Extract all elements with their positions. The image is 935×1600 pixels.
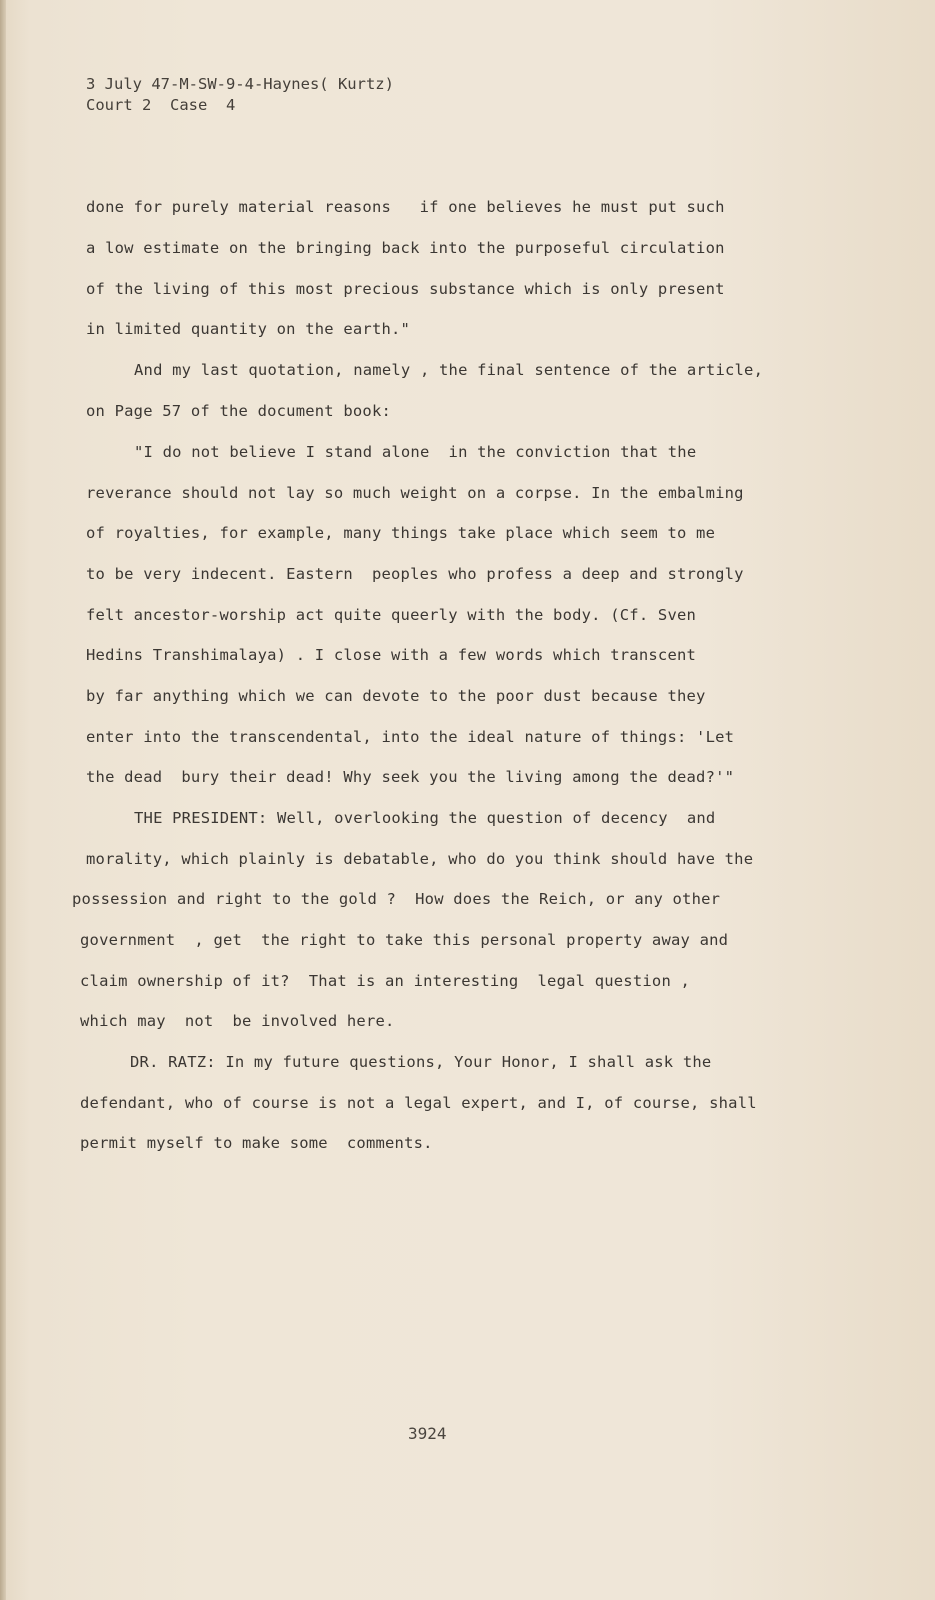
body-line: Hedins Transhimalaya) . I close with a few words which transcent [86,646,697,664]
body-line: felt ancestor-worship act quite queerly with the body. (Cf. Sven [86,606,697,624]
body-line: of royalties, for example, many things take place which seem to me [86,524,716,542]
body-line: And my last quotation, namely , the final sentence of the article, [134,361,764,379]
body-line: done for purely material reasons if one believes he must put such [86,198,725,216]
body-line: "I do not believe I stand alone in the conviction that the [134,443,697,461]
body-line: in limited quantity on the earth." [86,320,411,338]
body-line: the dead bury their dead! Why seek you the living among the dead?'" [86,768,735,786]
body-line: permit myself to make some comments. [80,1134,433,1152]
body-line: reverance should not lay so much weight on a corpse. In the embalming [86,484,744,502]
body-line: on Page 57 of the document book: [86,402,392,420]
body-line: of the living of this most precious substance which is only present [86,280,725,298]
body-line: government , get the right to take this personal property away and [80,931,729,949]
document-header [86,74,394,116]
header-court-case: Court 2 Case 4 [86,96,236,114]
page-number: 3924 [408,1424,447,1443]
body-line: by far anything which we can devote to the poor dust because they [86,687,706,705]
body-line: a low estimate on the bringing back into the purposeful circulation [86,239,725,257]
paper-edge [0,0,6,1600]
body-line: which may not be involved here. [80,1012,395,1030]
body-line: enter into the transcendental, into the ideal nature of things: 'Let [86,728,735,746]
header-reference: 3 July 47-M-SW-9-4-Haynes( Kurtz) [86,75,394,93]
body-line: to be very indecent. Eastern peoples who profess a deep and strongly [86,565,744,583]
body-line: DR. RATZ: In my future questions, Your Honor, I shall ask the [130,1053,712,1071]
body-line: claim ownership of it? That is an interesting legal question , [80,972,691,990]
body-line: THE PRESIDENT: Well, overlooking the question of decency and [134,809,716,827]
body-line: morality, which plainly is debatable, who do you think should have the [86,850,754,868]
body-line: possession and right to the gold ? How does the Reich, or any other [72,890,721,908]
body-line: defendant, who of course is not a legal expert, and I, of course, shall [80,1094,757,1112]
